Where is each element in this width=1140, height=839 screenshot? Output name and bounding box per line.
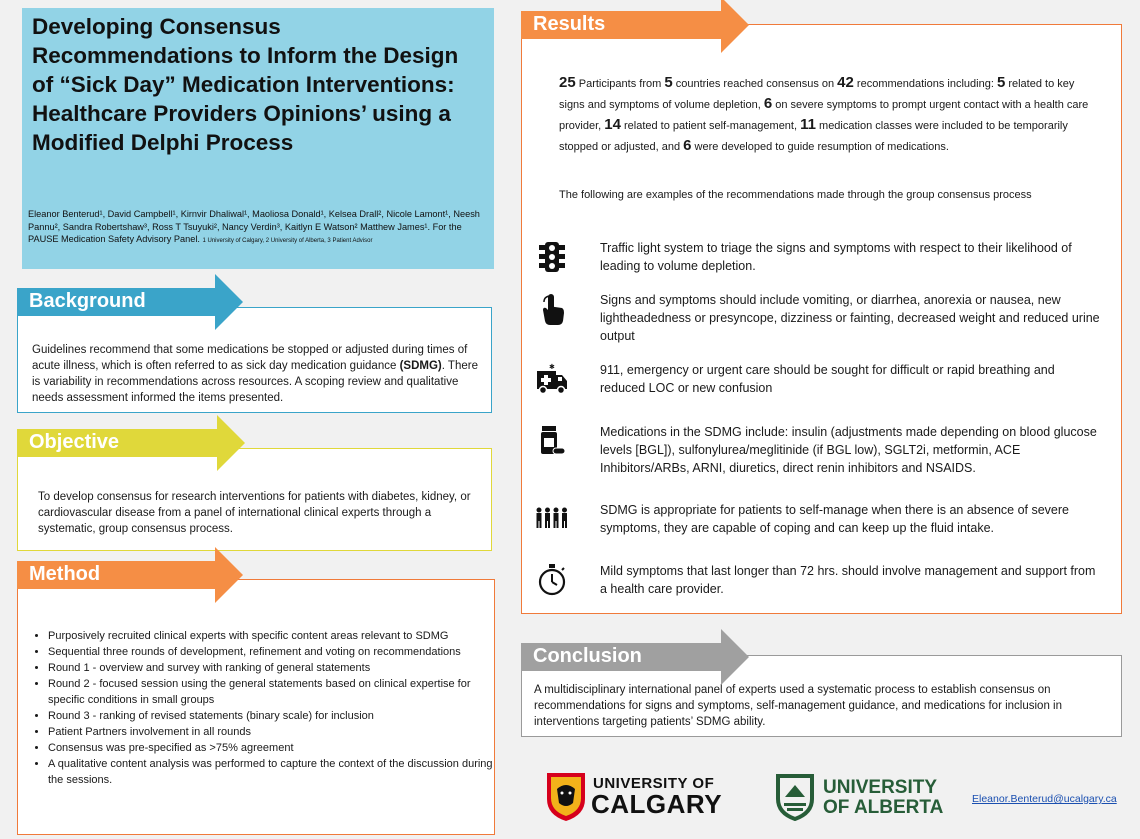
svg-text:✱: ✱	[549, 364, 555, 371]
background-panel	[17, 307, 492, 413]
ucalgary-line1: UNIVERSITY OF	[593, 775, 715, 792]
list-item: • Purposively recruited clinical experts with specific content areas relevant to SDMG	[48, 628, 493, 644]
results-heading: Results	[533, 13, 606, 35]
list-item: • Sequential three rounds of development, refinement and voting on recommendations	[48, 644, 493, 660]
list-item: • Round 1 - overview and survey with ranking of general statements	[48, 660, 493, 676]
traffic-light-icon	[534, 239, 570, 275]
conclusion-heading-arrow	[521, 638, 753, 676]
ualberta-line2: OF ALBERTA	[823, 797, 944, 818]
affiliations: 1 University of Calgary, 2 University of Alberta, 3 Patient Advisor	[202, 238, 373, 244]
stopwatch-icon	[534, 562, 570, 598]
ucalgary-line2: CALGARY	[591, 789, 723, 819]
objective-heading-arrow	[17, 424, 249, 462]
method-heading-arrow	[17, 556, 247, 594]
contact-email-link[interactable]: Eleanor.Benterud@ucalgary.ca	[972, 793, 1117, 805]
hand-pointer-icon	[534, 291, 570, 327]
list-item: • Round 3 - ranking of revised statements (binary scale) for inclusion	[48, 708, 493, 724]
results-examples-intro: The following are examples of the recommendations made through the group consensus process	[559, 189, 1032, 201]
background-heading: Background	[29, 290, 146, 312]
ualberta-shield-icon	[775, 773, 815, 821]
author-list	[28, 208, 490, 248]
background-text: Guidelines recommend that some medications be stopped or adjusted during times of acute illness, which is often referred to as sick day medication guidance (SDMG). There is variability in recommendations across resources. A scoping review and qualitative needs assessment informed the items presented.	[32, 344, 478, 404]
title-block	[22, 8, 494, 269]
results-summary: 25 Participants from 5 countries reached consensus on 42 recommendations including: 5 related to key signs and symptoms of volume depletion, 6 on severe symptoms to prompt urgent contact with a health care provider, 14 related to patient self-management, 11 medication classes were included to be temporarily stopped or adjusted, and 6 were developed to guide resumption of medications.	[559, 74, 1089, 154]
method-panel	[17, 579, 495, 835]
ucalgary-logo	[545, 771, 725, 825]
list-item: • Round 2 - focused session using the general statements based on clinical expertise for specific conditions in small groups	[48, 676, 493, 708]
ucalgary-crest-icon	[545, 771, 587, 823]
list-item: • Consensus was pre-specified as >75% agreement	[48, 740, 493, 756]
recommendation-text: Medications in the SDMG include: insulin (adjustments made depending on blood glucose levels [BGL]), sulfonylurea/meglitinide (if BGL low), SGLT2i, metformin, ACE Inhibitors/ARBs, ARNI, diuretics, direct renin inhibitors and NSAIDS.	[600, 425, 1097, 475]
ambulance-icon	[534, 361, 570, 397]
people-group-icon	[534, 501, 570, 537]
pill-bottle-icon	[534, 423, 570, 459]
recommendation-text: 911, emergency or urgent care should be sought for difficult or rapid breathing and reduced LOC or new confusion	[600, 363, 1055, 395]
conclusion-heading: Conclusion	[533, 645, 642, 667]
ualberta-line1: UNIVERSITY	[823, 777, 938, 798]
method-heading: Method	[29, 563, 101, 585]
ualberta-logo	[775, 773, 955, 823]
list-item: • Patient Partners involvement in all rounds	[48, 724, 493, 740]
method-list	[32, 628, 493, 788]
objective-text: To develop consensus for research interventions for patients with diabetes, kidney, or cardiovascular disease from a panel of international clinical experts through a systematic, group consensus process.	[38, 491, 471, 535]
authors-text: Eleanor Benterud¹, David Campbell¹, Kirnvir Dhaliwal¹, Maoliosa Donald¹, Kelsea Drall², Nicole Lamont¹, Neesh Pannu², Sandra Robertshaw³, Ross T Tsuyuki², Nancy Verdin³, Kaitlyn E Watson² Matthew James¹. For the PAUSE Medication Safety Advisory Panel.	[28, 209, 480, 244]
recommendation-text: Mild symptoms that last longer than 72 hrs. should involve management and support from a health care provider.	[600, 564, 1096, 596]
objective-panel	[17, 448, 492, 551]
conclusion-text: A multidisciplinary international panel of experts used a systematic process to establish consensus on recommendations for signs and symptoms, self-management guidance, and medications for inclusion in interventions targeting patients’ SDMG ability.	[534, 684, 1062, 728]
recommendation-text: Signs and symptoms should include vomiting, or diarrhea, anorexia or nausea, new lightheadedness or presyncope, dizziness or fainting, decreased weight and reduced urine output	[600, 293, 1100, 343]
results-heading-arrow	[521, 6, 753, 44]
list-item: • A qualitative content analysis was performed to capture the context of the discussion during the sessions.	[48, 756, 493, 788]
results-panel	[521, 24, 1122, 614]
objective-heading: Objective	[29, 431, 120, 453]
recommendation-text: Traffic light system to triage the signs and symptoms with respect to their likelihood of leading to volume depletion.	[600, 241, 1072, 273]
recommendation-text: SDMG is appropriate for patients to self-manage when there is an absence of severe symptoms, they are capable of coping and can keep up the fluid intake.	[600, 503, 1070, 535]
background-heading-arrow	[17, 283, 247, 321]
poster-title: Developing Consensus Recommendations to Inform the Design of “Sick Day” Medication Interventions: Healthcare Providers Opinions’ using a Modified Delphi Process	[32, 14, 459, 155]
